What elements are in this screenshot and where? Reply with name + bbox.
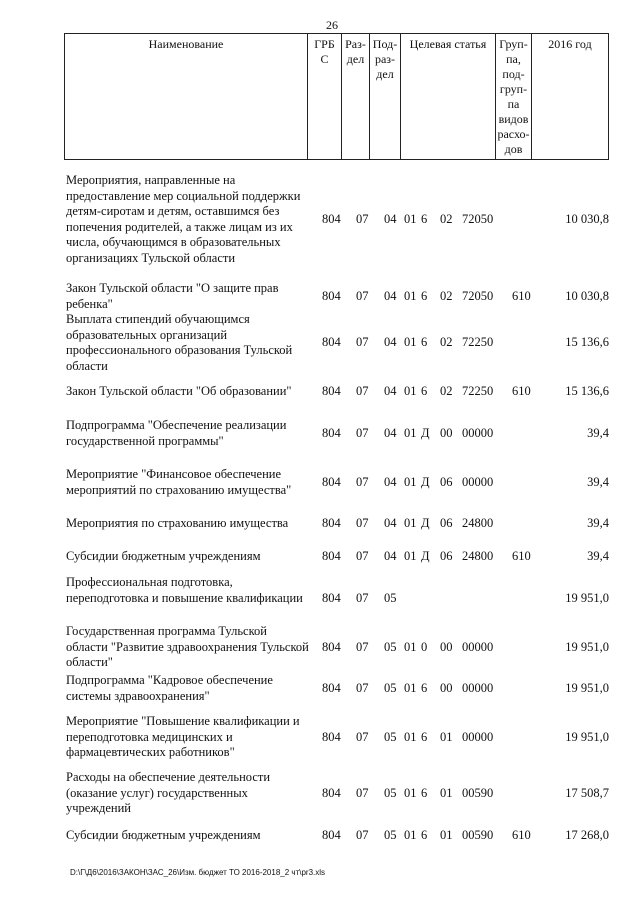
row-subprogram: 6 <box>421 786 428 800</box>
row-code: 72050 <box>462 289 494 303</box>
row-razdel: 07 <box>356 426 369 440</box>
row-code: 72250 <box>462 384 494 398</box>
header-grbs-line: ГРБ <box>314 37 335 51</box>
row-razdel: 07 <box>356 516 369 530</box>
row-measure: 02 <box>440 212 453 226</box>
row-program: 01 <box>404 384 417 398</box>
row-podrazdel: 04 <box>384 212 397 226</box>
row-program: 01 <box>404 640 417 654</box>
row-podrazdel: 04 <box>384 384 397 398</box>
row-group: 610 <box>512 384 531 398</box>
row-podrazdel: 04 <box>384 549 397 563</box>
header-grbs-line: С <box>320 52 329 66</box>
row-razdel: 07 <box>356 335 369 349</box>
row-name: Мероприятия по страхованию имущества <box>66 516 289 530</box>
row-subprogram: 6 <box>421 828 428 842</box>
row-podrazdel: 05 <box>384 730 397 744</box>
header-podrazdel <box>370 34 401 159</box>
header-razdel-line: дел <box>346 52 365 66</box>
row-razdel: 07 <box>356 549 369 563</box>
row-razdel: 07 <box>356 730 369 744</box>
row-code: 72250 <box>462 335 494 349</box>
row-measure: 01 <box>440 730 453 744</box>
row-grbs: 804 <box>322 591 341 605</box>
row-grbs: 804 <box>322 786 341 800</box>
row-name: Закон Тульской области "Об образовании" <box>66 384 292 398</box>
header-name-label: Наименование <box>148 37 224 51</box>
row-value: 10 030,8 <box>565 289 609 303</box>
row-measure: 02 <box>440 384 453 398</box>
header-year-label: 2016 год <box>548 37 592 51</box>
row-measure: 00 <box>440 681 453 695</box>
row-razdel: 07 <box>356 681 369 695</box>
header-target <box>401 34 496 159</box>
row-code: 00000 <box>462 681 494 695</box>
row-program: 01 <box>404 828 417 842</box>
row-subprogram: 6 <box>421 681 428 695</box>
row-razdel: 07 <box>356 384 369 398</box>
row-value: 17 268,0 <box>565 828 609 842</box>
row-code: 00000 <box>462 730 494 744</box>
row-grbs: 804 <box>322 212 341 226</box>
header-group-line: расхо- <box>497 127 530 141</box>
row-podrazdel: 05 <box>384 681 397 695</box>
row-razdel: 07 <box>356 212 369 226</box>
row-name: Субсидии бюджетным учреждениям <box>66 549 261 563</box>
row-grbs: 804 <box>322 549 341 563</box>
header-group-line: па, <box>506 52 521 66</box>
row-podrazdel: 05 <box>384 828 397 842</box>
header-grbs <box>308 34 342 159</box>
header-group <box>496 34 532 159</box>
row-grbs: 804 <box>322 828 341 842</box>
row-program: 01 <box>404 549 417 563</box>
row-code: 24800 <box>462 549 494 563</box>
row-measure: 06 <box>440 549 453 563</box>
header-group-line: под- <box>502 67 525 81</box>
row-razdel: 07 <box>356 828 369 842</box>
row-value: 19 951,0 <box>565 591 609 605</box>
row-grbs: 804 <box>322 475 341 489</box>
header-razdel-line: Раз- <box>345 37 366 51</box>
row-value: 39,4 <box>587 516 609 530</box>
row-measure: 01 <box>440 828 453 842</box>
row-name: Профессиональная подготовка, переподготовка и повышение квалификации <box>66 575 303 605</box>
row-grbs: 804 <box>322 681 341 695</box>
row-grbs: 804 <box>322 384 341 398</box>
row-value: 17 508,7 <box>565 786 609 800</box>
row-value: 19 951,0 <box>565 640 609 654</box>
row-subprogram: 0 <box>421 640 428 654</box>
row-code: 72050 <box>462 212 494 226</box>
row-program: 01 <box>404 335 417 349</box>
row-program: 01 <box>404 212 417 226</box>
row-program: 01 <box>404 516 417 530</box>
row-group: 610 <box>512 549 531 563</box>
row-name: Мероприятие "Финансовое обеспечение мероприятий по страхованию имущества" <box>66 467 292 497</box>
header-podrazdel-line: дел <box>376 67 394 81</box>
row-name: Субсидии бюджетным учреждениям <box>66 828 261 842</box>
row-measure: 02 <box>440 289 453 303</box>
header-group-line: па <box>507 97 520 111</box>
file-path-footer: D:\Г\Д6\2016\ЗАКОН\ЗАС_26\Изм. бюджет ТО 2016-2018_2 чт\pr3.xls <box>70 868 326 877</box>
row-value: 39,4 <box>587 475 609 489</box>
row-value: 19 951,0 <box>565 730 609 744</box>
row-name: Расходы на обеспечение деятельности (оказание услуг) государственных учреждений <box>66 770 271 815</box>
row-name: Подпрограмма "Обеспечение реализации государственной программы" <box>66 418 287 448</box>
row-group: 610 <box>512 289 531 303</box>
row-group: 610 <box>512 828 531 842</box>
row-measure: 01 <box>440 786 453 800</box>
row-value: 15 136,6 <box>565 384 609 398</box>
row-grbs: 804 <box>322 289 341 303</box>
row-name: Выплата стипендий обучающимся образовательных организаций профессионального образования Тульской области <box>66 312 293 373</box>
row-name: Государственная программа Тульской области "Развитие здравоохранения Тульской области" <box>66 624 309 669</box>
header-group-line: груп- <box>499 82 528 96</box>
row-subprogram: 6 <box>421 212 428 226</box>
row-subprogram: Д <box>421 516 430 530</box>
row-razdel: 07 <box>356 640 369 654</box>
row-value: 19 951,0 <box>565 681 609 695</box>
header-target-label: Целевая статья <box>409 37 487 51</box>
page-number: 26 <box>326 18 338 32</box>
row-code: 00000 <box>462 475 494 489</box>
row-measure: 00 <box>440 640 453 654</box>
header-group-line: видов <box>498 112 529 126</box>
row-subprogram: 6 <box>421 289 428 303</box>
row-grbs: 804 <box>322 516 341 530</box>
header-podrazdel-line: раз- <box>374 52 396 66</box>
row-program: 01 <box>404 426 417 440</box>
row-podrazdel: 04 <box>384 335 397 349</box>
row-grbs: 804 <box>322 730 341 744</box>
row-podrazdel: 05 <box>384 591 397 605</box>
row-program: 01 <box>404 475 417 489</box>
row-program: 01 <box>404 289 417 303</box>
row-name: Закон Тульской области "О защите прав ребенка" <box>66 281 279 311</box>
row-value: 15 136,6 <box>565 335 609 349</box>
row-program: 01 <box>404 786 417 800</box>
row-name: Мероприятие "Повышение квалификации и переподготовка медицинских и фармацевтических работников" <box>66 714 300 759</box>
row-subprogram: 6 <box>421 730 428 744</box>
row-razdel: 07 <box>356 786 369 800</box>
row-program: 01 <box>404 681 417 695</box>
row-value: 39,4 <box>587 426 609 440</box>
row-measure: 00 <box>440 426 453 440</box>
row-podrazdel: 05 <box>384 640 397 654</box>
row-measure: 06 <box>440 475 453 489</box>
row-value: 39,4 <box>587 549 609 563</box>
row-value: 10 030,8 <box>565 212 609 226</box>
row-code: 00590 <box>462 786 494 800</box>
row-razdel: 07 <box>356 591 369 605</box>
header-group-line: Груп- <box>499 37 528 51</box>
row-podrazdel: 04 <box>384 426 397 440</box>
row-grbs: 804 <box>322 335 341 349</box>
row-subprogram: Д <box>421 426 430 440</box>
row-code: 00000 <box>462 426 494 440</box>
row-subprogram: 6 <box>421 335 428 349</box>
row-podrazdel: 04 <box>384 475 397 489</box>
header-razdel <box>342 34 370 159</box>
row-code: 00000 <box>462 640 494 654</box>
table-header <box>64 33 609 160</box>
row-razdel: 07 <box>356 475 369 489</box>
row-name: Подпрограмма "Кадровое обеспечение системы здравоохранения" <box>66 673 273 703</box>
row-subprogram: Д <box>421 475 430 489</box>
row-podrazdel: 04 <box>384 289 397 303</box>
row-name: Мероприятия, направленные на предоставление мер социальной поддержки детям-сиротам и детям, оставшимся без попечения родителей, а также лицам из их числа, обучающимся в образовательных организациях Тульской области <box>66 173 301 265</box>
row-razdel: 07 <box>356 289 369 303</box>
row-code: 00590 <box>462 828 494 842</box>
row-subprogram: Д <box>421 549 430 563</box>
row-podrazdel: 05 <box>384 786 397 800</box>
header-group-line: дов <box>504 142 523 156</box>
row-measure: 02 <box>440 335 453 349</box>
row-subprogram: 6 <box>421 384 428 398</box>
row-grbs: 804 <box>322 640 341 654</box>
header-name <box>65 34 308 159</box>
header-podrazdel-line: Под- <box>372 37 398 51</box>
row-program: 01 <box>404 730 417 744</box>
header-year <box>532 34 608 159</box>
row-grbs: 804 <box>322 426 341 440</box>
row-measure: 06 <box>440 516 453 530</box>
row-podrazdel: 04 <box>384 516 397 530</box>
row-code: 24800 <box>462 516 494 530</box>
